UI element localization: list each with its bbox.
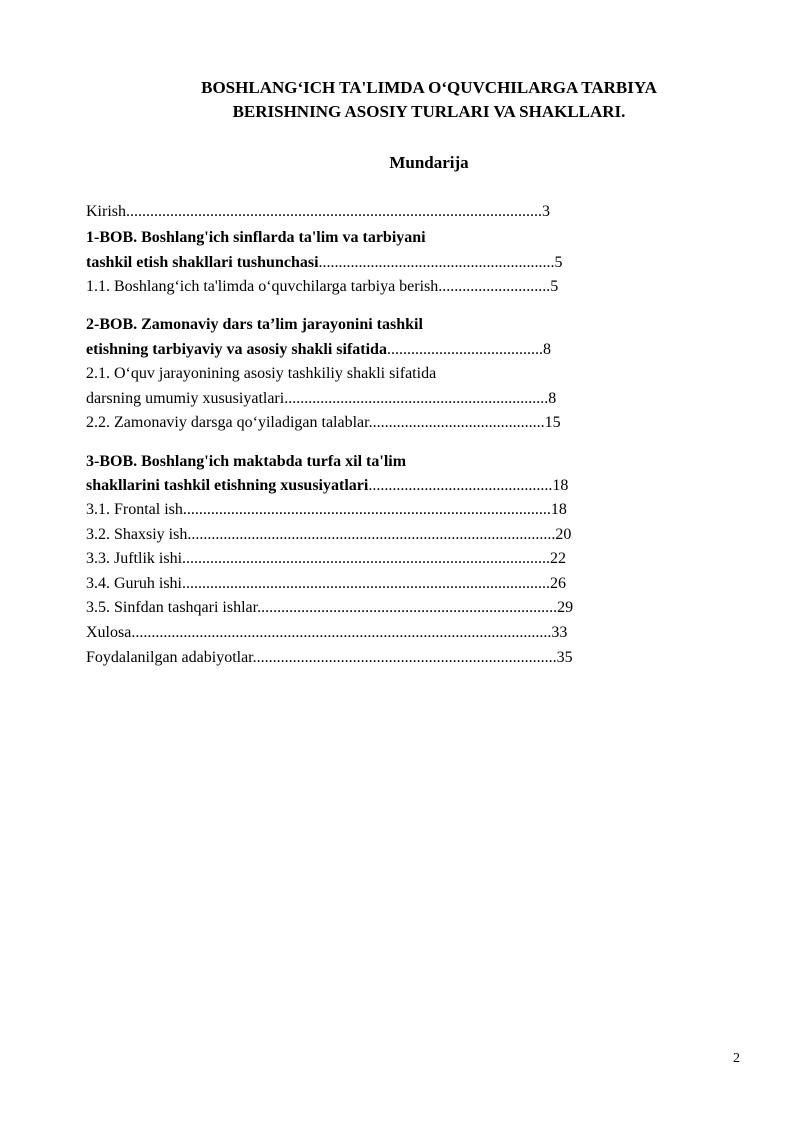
toc-leader-dots: .........................................................................................................: [131, 624, 552, 641]
toc-page-number: 18: [550, 501, 567, 518]
toc-section-2-2[interactable]: [86, 412, 646, 434]
title-line-1: BOSHLANG‘ICH TA'LIMDA O‘QUVCHILARGA TARBIYA: [201, 78, 657, 97]
toc-section-2-1[interactable]: [86, 388, 642, 410]
toc-leader-dots: ..............................................: [368, 477, 553, 494]
toc-page-number: 8: [548, 390, 557, 407]
contents-heading: Mundarija: [389, 153, 469, 172]
toc-leader-dots: ............................................: [368, 414, 545, 431]
document-title: [0, 76, 800, 124]
toc-entry-label: Kirish: [86, 203, 126, 220]
toc-section-3-2[interactable]: [86, 524, 663, 546]
toc-page-number: 3: [542, 203, 550, 220]
toc-chapter-2-heading[interactable]: [86, 314, 642, 336]
toc-section-3-1[interactable]: [86, 499, 661, 521]
page-number: 2: [733, 1051, 740, 1066]
toc-entry-label: darsning umumiy xususiyatlari: [86, 390, 285, 407]
toc-page-number: 18: [552, 477, 569, 494]
toc-page-number: 29: [557, 599, 574, 616]
toc-entry-label: tashkil etish shakllari tushunchasi: [86, 254, 319, 271]
toc-entry-label: etishning tarbiyaviy va asosiy shakli sifatida: [86, 341, 387, 358]
toc-entry-bibliography[interactable]: [86, 647, 665, 669]
toc-entry-label: 1.1. Boshlang‘ich ta'limda o‘quvchilarga tarbiya berish: [86, 278, 439, 295]
toc-entry-kirish[interactable]: [86, 201, 642, 223]
toc-section-3-5[interactable]: [86, 597, 663, 619]
toc-page-number: 5: [550, 278, 559, 295]
toc-page-number: 35: [556, 649, 573, 666]
toc-leader-dots: ............................................................................................: [182, 575, 550, 592]
toc-entry-label: 2-BOB. Zamonaviy dars ta’lim jarayonini tashkil: [86, 316, 423, 333]
toc-leader-dots: ...........................................................: [318, 254, 555, 271]
toc-page-number: 26: [550, 575, 566, 592]
toc-entry-label: Xulosa: [86, 624, 132, 641]
toc-section-3-4[interactable]: [86, 573, 663, 595]
toc-chapter-1-heading[interactable]: [86, 227, 646, 249]
toc-page-number: 8: [542, 341, 551, 358]
toc-leader-dots: ...........................................................................: [257, 599, 558, 616]
toc-entry-label: 3.2. Shaxsiy ish: [86, 526, 188, 543]
toc-section-2-1-heading[interactable]: [86, 363, 642, 385]
toc-leader-dots: ............................................................................................: [182, 501, 551, 518]
toc-section-3-3[interactable]: [86, 548, 663, 570]
title-line-2: BERISHNING ASOSIY TURLARI VA SHAKLLARI.: [232, 102, 626, 121]
toc-entry-label: 3.1. Frontal ish: [86, 501, 183, 518]
toc-entry-label: 1-BOB. Boshlang'ich sinflarda ta'lim va tarbiyani: [86, 229, 426, 246]
toc-leader-dots: .......................................: [386, 341, 543, 358]
toc-entry-label: 3-BOB. Boshlang'ich maktabda turfa xil ta'lim: [86, 453, 407, 470]
toc-page-number: 33: [551, 624, 568, 641]
toc-entry-label: 2.1. O‘quv jarayonining asosiy tashkiliy shakli sifatida: [86, 365, 437, 382]
toc-entry-xulosa[interactable]: [86, 622, 663, 644]
toc-entry-label: 3.5. Sinfdan tashqari ishlar: [86, 599, 258, 616]
toc-leader-dots: ..................................................................: [284, 390, 549, 407]
toc-chapter-1[interactable]: [86, 252, 646, 274]
toc-section-1-1[interactable]: [86, 276, 646, 298]
toc-page-number: 15: [544, 414, 561, 431]
toc-entry-label: 3.4. Guruh ishi: [86, 575, 182, 592]
toc-page-number: 5: [554, 254, 563, 271]
toc-entry-label: 3.3. Juftlik ishi: [86, 550, 183, 567]
toc-leader-dots: ............................................................................................: [182, 550, 551, 567]
toc-entry-label: 2.2. Zamonaviy darsga qo‘yiladigan talablar: [86, 414, 369, 431]
toc-leader-dots: ........................................................................................................: [126, 203, 542, 220]
toc-leader-dots: ............................................................................................: [187, 526, 556, 543]
toc-page-number: 20: [555, 526, 572, 543]
toc-entry-label: shakllarini tashkil etishning xususiyatlari: [86, 477, 369, 494]
toc-leader-dots: ............................: [438, 278, 551, 295]
toc-page-number: 22: [550, 550, 567, 567]
toc-chapter-2[interactable]: [86, 339, 642, 361]
toc-chapter-3-heading[interactable]: [86, 451, 661, 473]
toc-entry-label: Foydalanilgan adabiyotlar: [86, 649, 253, 666]
toc-leader-dots: ............................................................................: [252, 649, 557, 666]
toc-chapter-3[interactable]: [86, 475, 661, 497]
